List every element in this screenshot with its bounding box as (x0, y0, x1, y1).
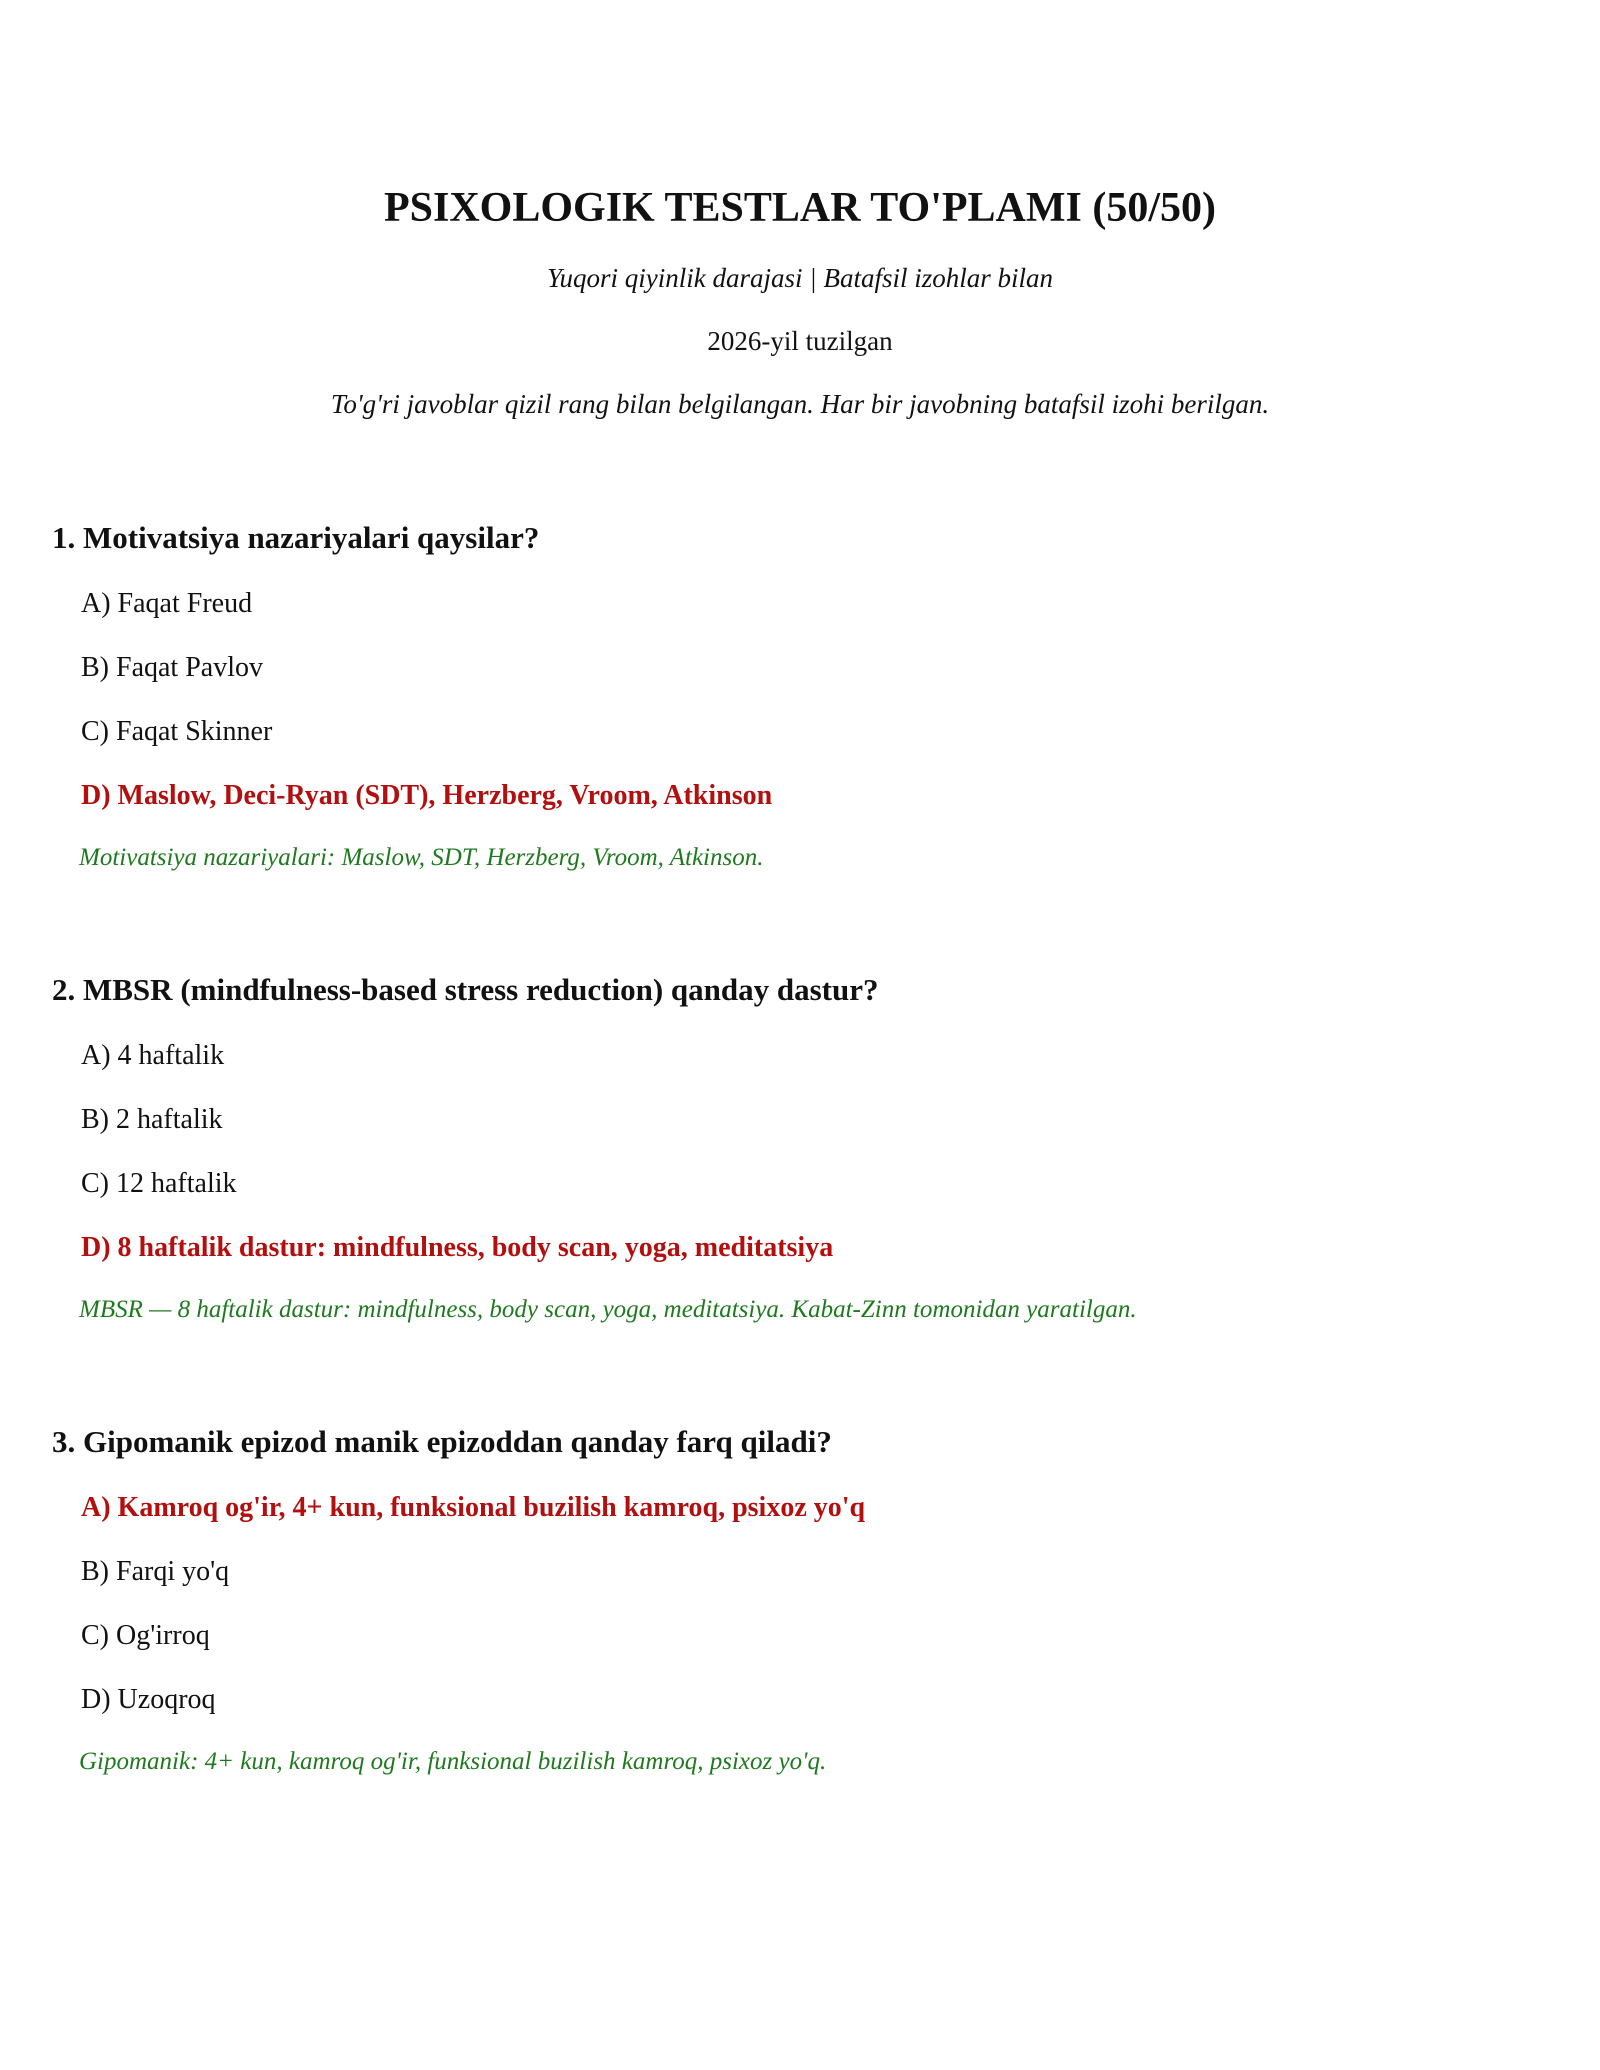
explanation: Motivatsiya nazariyalari: Maslow, SDT, Herzberg, Vroom, Atkinson. (79, 844, 764, 871)
explanation: Gipomanik: 4+ kun, kamroq og'ir, funksional buzilish kamroq, psixoz yo'q. (79, 1748, 827, 1775)
document-title: PSIXOLOGIK TESTLAR TO'PLAMI (50/50) (383, 185, 1216, 231)
option-b: B) Faqat Pavlov (81, 652, 263, 683)
option-a: A) Faqat Freud (81, 588, 253, 619)
document-subtitle: Yuqori qiyinlik darajasi | Batafsil izohlar bilan (547, 263, 1053, 293)
question-title: 3. Gipomanik epizod manik epizoddan qanday farq qiladi? (52, 1424, 832, 1459)
question-title: 1. Motivatsiya nazariyalari qaysilar? (52, 520, 540, 555)
option-d: D) Uzoqroq (81, 1684, 216, 1715)
option-d-correct: D) 8 haftalik dastur: mindfulness, body scan, yoga, meditatsiya (81, 1232, 834, 1263)
document-note: To'g'ri javoblar qizil rang bilan belgilangan. Har bir javobning batafsil izohi berilgan. (330, 389, 1270, 419)
question-2 (52, 968, 1552, 1328)
options-list (52, 584, 1552, 816)
document-header (0, 180, 1600, 424)
option-a-correct: A) Kamroq og'ir, 4+ kun, funksional buzilish kamroq, psixoz yo'q (81, 1492, 866, 1523)
question-title: 2. MBSR (mindfulness-based stress reduction) qanday dastur? (52, 972, 879, 1007)
options-list (52, 1488, 1552, 1720)
option-d-correct: D) Maslow, Deci-Ryan (SDT), Herzberg, Vroom, Atkinson (81, 780, 773, 811)
option-c: C) 12 haftalik (81, 1168, 237, 1199)
question-3 (52, 1420, 1552, 1780)
explanation: MBSR — 8 haftalik dastur: mindfulness, body scan, yoga, meditatsiya. Kabat-Zinn tomonidan yaratilgan. (79, 1296, 1137, 1323)
option-c: C) Faqat Skinner (81, 716, 273, 747)
options-list (52, 1036, 1552, 1268)
option-c: C) Og'irroq (81, 1620, 210, 1651)
document-date: 2026-yil tuzilgan (707, 326, 893, 356)
option-a: A) 4 haftalik (81, 1040, 225, 1071)
option-b: B) 2 haftalik (81, 1104, 223, 1135)
option-b: B) Farqi yo'q (81, 1556, 230, 1587)
question-1 (52, 516, 1552, 876)
